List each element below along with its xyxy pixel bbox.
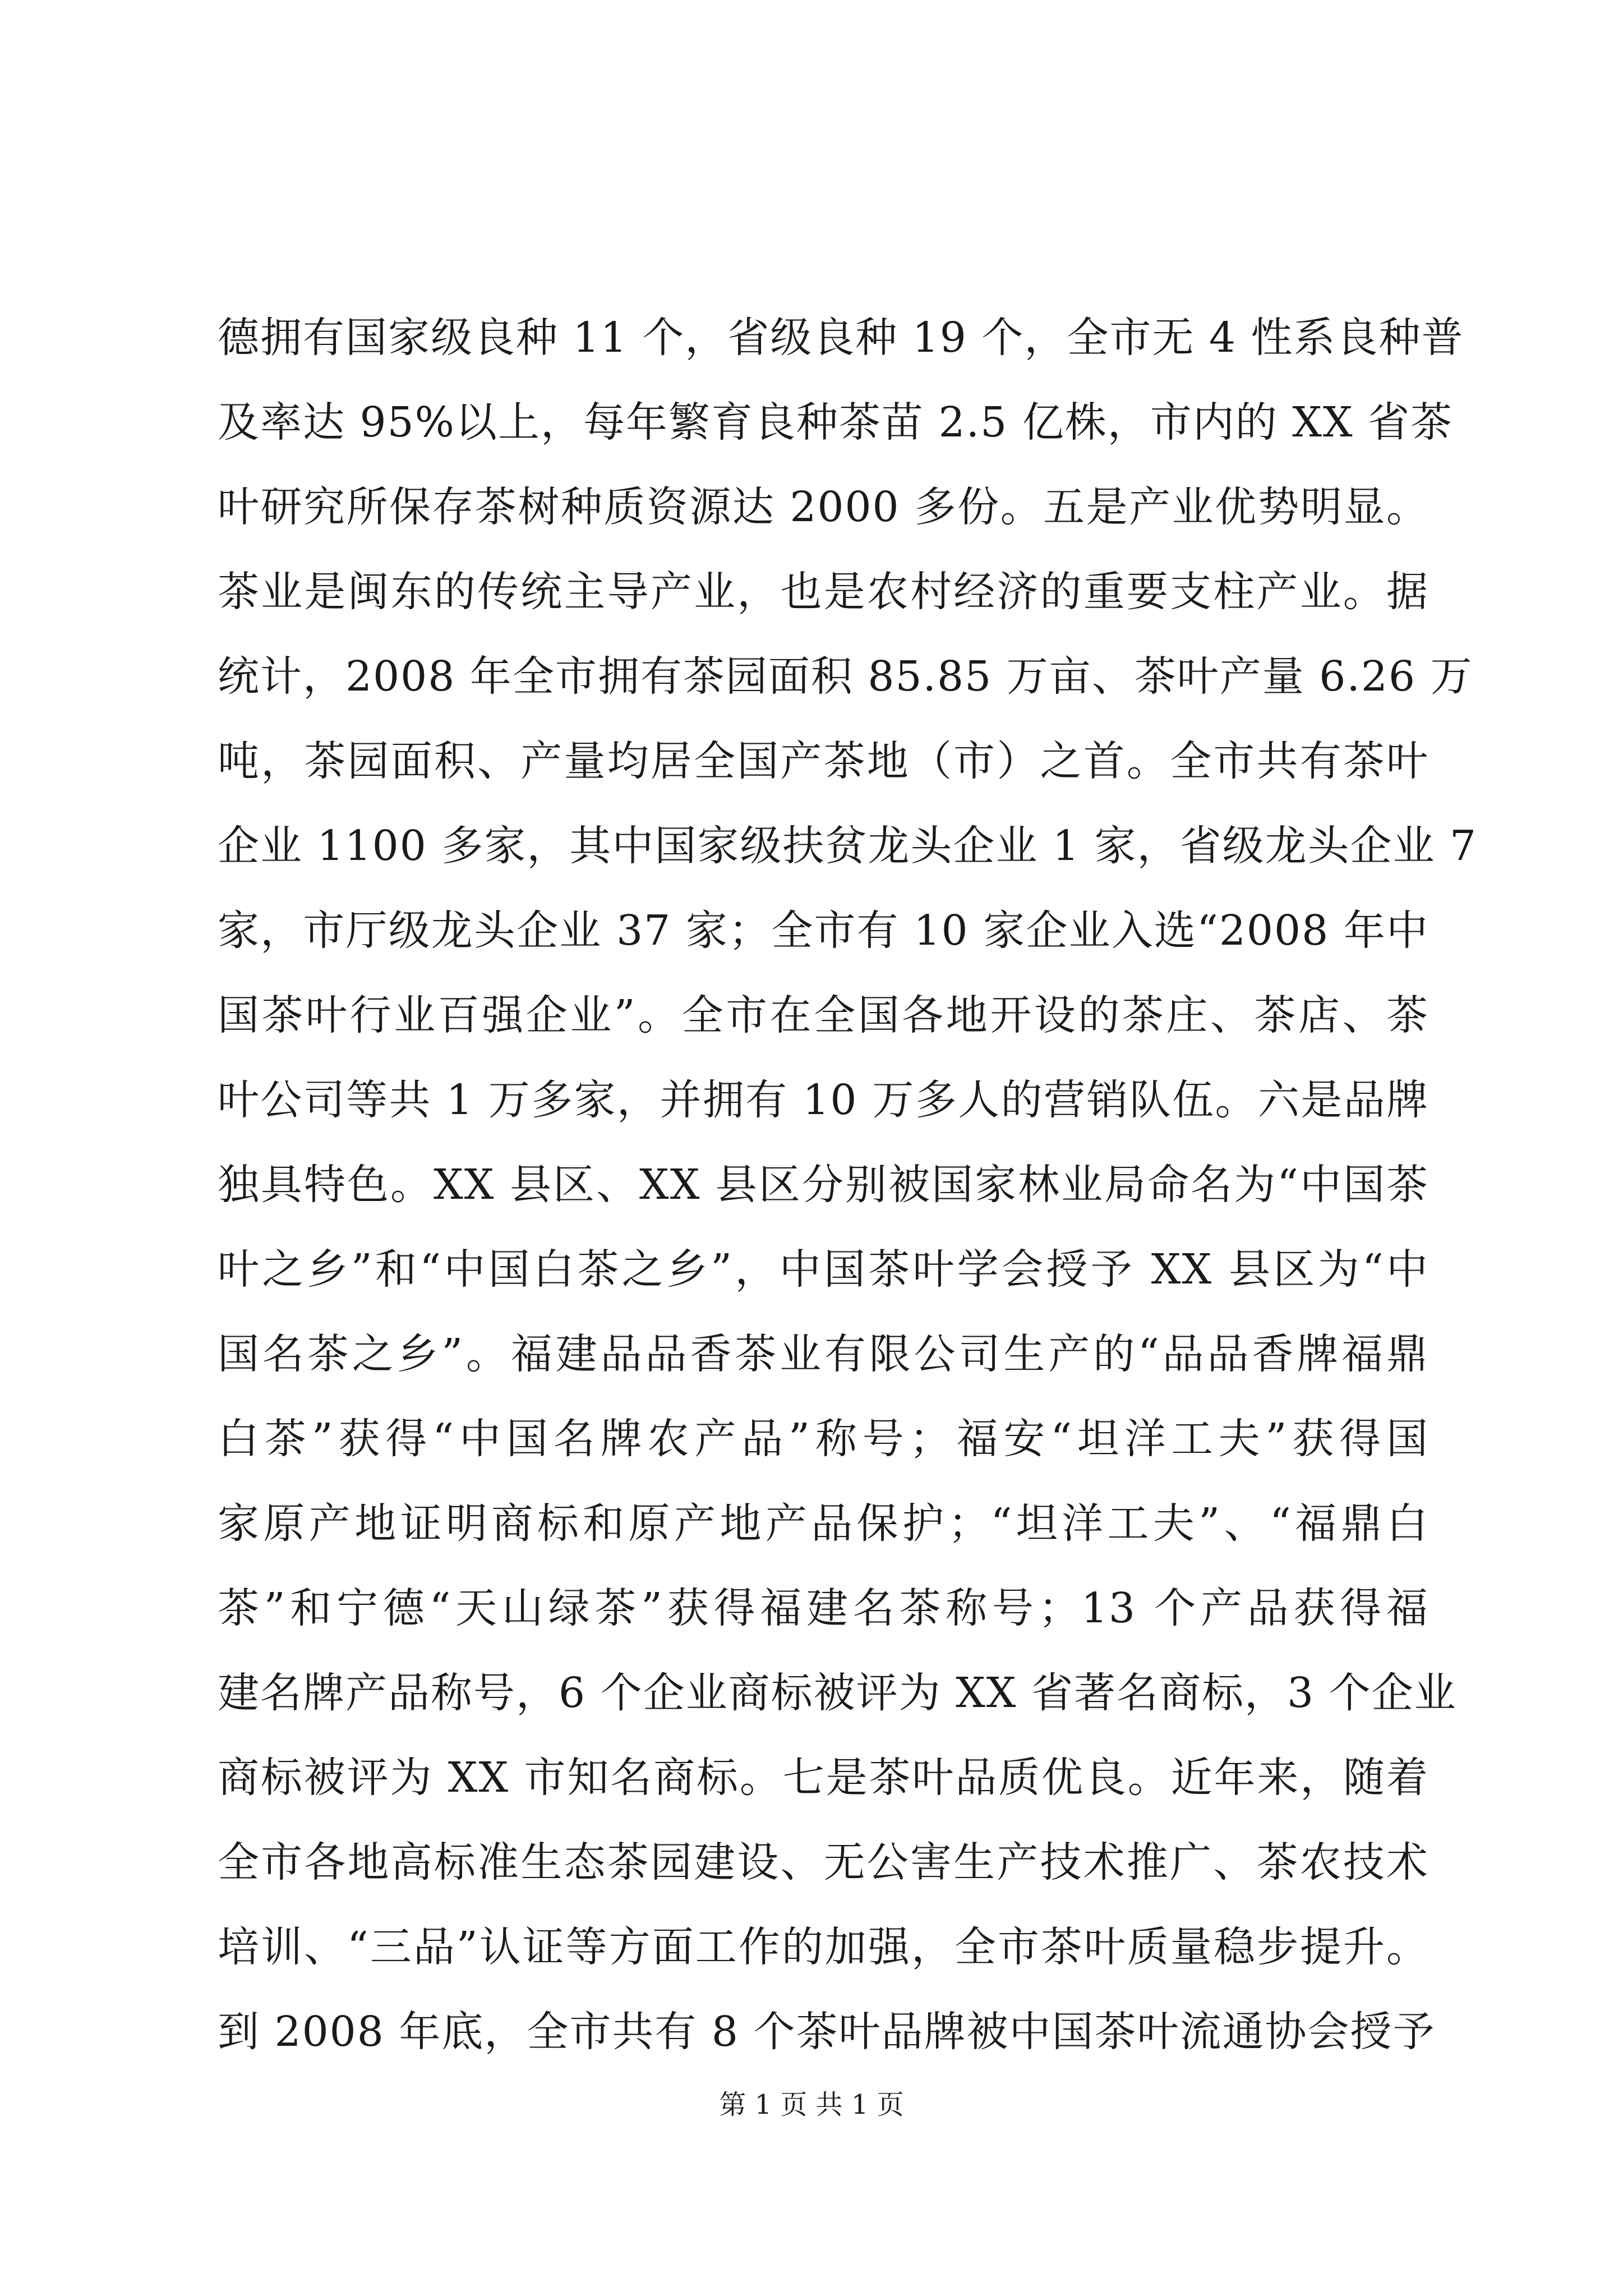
text-line: 吨，茶园面积、产量均居全国产茶地（市）之首。全市共有茶叶 <box>218 737 1429 785</box>
text-line: 建名牌产品称号，6 个企业商标被评为 XX 省著名商标，3 个企业 <box>218 1669 1457 1717</box>
text-line: 培训、“三品”认证等方面工作的加强，全市茶叶质量稳步提升。 <box>218 1923 1429 1971</box>
text-line: 德拥有国家级良种 11 个，省级良种 19 个，全市无 4 性系良种普 <box>218 314 1464 362</box>
text-line: 全市各地高标准生态茶园建设、无公害生产技术推广、茶农技术 <box>218 1838 1429 1887</box>
text-line: 茶”和宁德“天山绿茶”获得福建名茶称号；13 个产品获得福 <box>218 1584 1429 1632</box>
text-line: 家原产地证明商标和原产地产品保护；“坦洋工夫”、“福鼎白 <box>218 1499 1429 1548</box>
text-line: 国茶叶行业百强企业”。全市在全国各地开设的茶庄、茶店、茶 <box>218 991 1429 1039</box>
text-line: 到 2008 年底，全市共有 8 个茶叶品牌被中国茶叶流通协会授予 <box>218 2008 1436 2056</box>
text-line: 国名茶之乡”。福建品品香茶业有限公司生产的“品品香牌福鼎 <box>218 1330 1429 1378</box>
page-number-footer: 第 1 页 共 1 页 <box>719 2089 904 2120</box>
text-line: 白茶”获得“中国名牌农产品”称号；福安“坦洋工夫”获得国 <box>218 1415 1429 1463</box>
text-line: 叶公司等共 1 万多家，并拥有 10 万多人的营销队伍。六是品牌 <box>218 1076 1429 1124</box>
text-line: 叶研究所保存茶树种质资源达 2000 多份。五是产业优势明显。 <box>218 483 1429 531</box>
text-line: 商标被评为 XX 市知名商标。七是茶叶品质优良。近年来，随着 <box>218 1754 1429 1802</box>
body-paragraph <box>218 296 1478 2074</box>
text-line: 及率达 95%以上，每年繁育良种茶苗 2.5 亿株，市内的 XX 省茶 <box>218 398 1454 447</box>
text-line: 统计，2008 年全市拥有茶园面积 85.85 万亩、茶叶产量 6.26 万 <box>218 652 1473 701</box>
text-line: 叶之乡”和“中国白茶之乡”，中国茶叶学会授予 XX 县区为“中 <box>218 1245 1429 1294</box>
text-line: 茶业是闽东的传统主导产业，也是农村经济的重要支柱产业。据 <box>218 568 1429 616</box>
text-line: 家，市厅级龙头企业 37 家；全市有 10 家企业入选“2008 年中 <box>218 907 1429 955</box>
text-line: 独具特色。XX 县区、XX 县区分别被国家林业局命名为“中国茶 <box>218 1161 1429 1209</box>
text-line: 企业 1100 多家，其中国家级扶贫龙头企业 1 家，省级龙头企业 7 <box>218 822 1478 870</box>
